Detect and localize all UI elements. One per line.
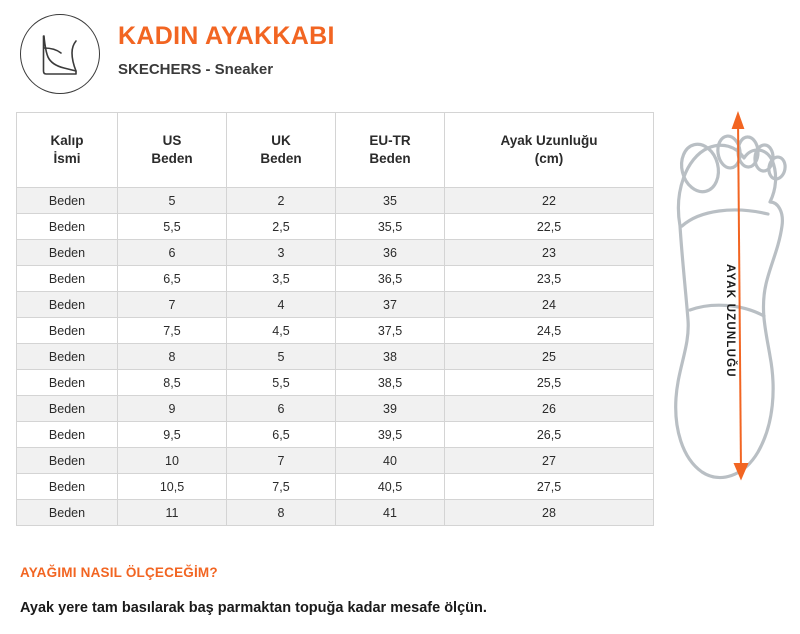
cell-eu-tr-beden: 40 [336, 448, 445, 474]
table-row [17, 240, 654, 266]
table-row [17, 474, 654, 500]
header-line-1: Kalıp [50, 132, 84, 148]
cell-kalip-ismi: Beden [17, 370, 118, 396]
cell-uk-beden: 7 [227, 448, 336, 474]
cell-ayak-uzunlugu: 24,5 [445, 318, 654, 344]
cell-ayak-uzunlugu: 25 [445, 344, 654, 370]
cell-kalip-ismi: Beden [17, 266, 118, 292]
table-row [17, 344, 654, 370]
cell-uk-beden: 8 [227, 500, 336, 526]
table-row [17, 318, 654, 344]
cell-kalip-ismi: Beden [17, 344, 118, 370]
cell-uk-beden: 3,5 [227, 266, 336, 292]
table-row [17, 396, 654, 422]
cell-uk-beden: 5 [227, 344, 336, 370]
cell-us-beden: 8,5 [118, 370, 227, 396]
cell-ayak-uzunlugu: 28 [445, 500, 654, 526]
table-body [17, 188, 654, 526]
cell-kalip-ismi: Beden [17, 214, 118, 240]
header-line-1: EU-TR [369, 132, 411, 148]
header-line-2: (cm) [534, 151, 564, 166]
cell-ayak-uzunlugu: 23 [445, 240, 654, 266]
cell-us-beden: 5,5 [118, 214, 227, 240]
cell-ayak-uzunlugu: 26 [445, 396, 654, 422]
cell-uk-beden: 3 [227, 240, 336, 266]
cell-uk-beden: 5,5 [227, 370, 336, 396]
header-line-1: UK [271, 132, 291, 148]
cell-kalip-ismi: Beden [17, 448, 118, 474]
table-head [17, 113, 654, 188]
table-row [17, 188, 654, 214]
cell-eu-tr-beden: 37 [336, 292, 445, 318]
cell-ayak-uzunlugu: 22,5 [445, 214, 654, 240]
cell-ayak-uzunlugu: 23,5 [445, 266, 654, 292]
table-row [17, 292, 654, 318]
cell-us-beden: 6,5 [118, 266, 227, 292]
cell-uk-beden: 6,5 [227, 422, 336, 448]
cell-eu-tr-beden: 38,5 [336, 370, 445, 396]
cell-uk-beden: 7,5 [227, 474, 336, 500]
table-row [17, 422, 654, 448]
header-text [118, 14, 335, 78]
cell-eu-tr-beden: 36 [336, 240, 445, 266]
content [16, 112, 784, 526]
column-header-us-beden [118, 113, 227, 188]
cell-eu-tr-beden: 38 [336, 344, 445, 370]
table-header-row [17, 113, 654, 188]
table-row [17, 214, 654, 240]
header-line-2: Beden [260, 151, 302, 166]
cell-eu-tr-beden: 35,5 [336, 214, 445, 240]
cell-eu-tr-beden: 35 [336, 188, 445, 214]
header-line-1: Ayak Uzunluğu [500, 132, 598, 148]
cell-uk-beden: 2 [227, 188, 336, 214]
cell-kalip-ismi: Beden [17, 318, 118, 344]
cell-eu-tr-beden: 37,5 [336, 318, 445, 344]
table-row [17, 448, 654, 474]
cell-ayak-uzunlugu: 24 [445, 292, 654, 318]
column-header-ayak-uzunlugu [445, 113, 654, 188]
high-heel-shoe-icon [20, 14, 100, 94]
cell-us-beden: 11 [118, 500, 227, 526]
cell-uk-beden: 4 [227, 292, 336, 318]
cell-us-beden: 8 [118, 344, 227, 370]
cell-eu-tr-beden: 39,5 [336, 422, 445, 448]
cell-kalip-ismi: Beden [17, 188, 118, 214]
column-header-uk-beden [227, 113, 336, 188]
cell-ayak-uzunlugu: 25,5 [445, 370, 654, 396]
header [16, 14, 784, 94]
cell-us-beden: 7,5 [118, 318, 227, 344]
size-table-wrapper [16, 112, 628, 526]
table-row [17, 370, 654, 396]
column-header-kalip-ismi [17, 113, 118, 188]
cell-us-beden: 7 [118, 292, 227, 318]
cell-us-beden: 9,5 [118, 422, 227, 448]
measure-label: AYAK UZUNLUĞU [724, 264, 736, 378]
cell-eu-tr-beden: 39 [336, 396, 445, 422]
cell-us-beden: 6 [118, 240, 227, 266]
header-line-2: İsmi [53, 151, 81, 166]
cell-kalip-ismi: Beden [17, 500, 118, 526]
foot-sole-icon [638, 106, 800, 516]
footer [20, 565, 780, 616]
page-subtitle: SKECHERS - Sneaker [118, 61, 274, 78]
cell-eu-tr-beden: 41 [336, 500, 445, 526]
footer-heading: AYAĞIMI NASIL ÖLÇECEĞİM? [20, 565, 218, 580]
page-title: KADIN AYAKKABI [118, 22, 335, 50]
cell-ayak-uzunlugu: 22 [445, 188, 654, 214]
table-row [17, 266, 654, 292]
header-line-1: US [162, 132, 182, 148]
foot-measure-diagram [638, 112, 784, 522]
cell-kalip-ismi: Beden [17, 396, 118, 422]
cell-uk-beden: 2,5 [227, 214, 336, 240]
cell-us-beden: 10,5 [118, 474, 227, 500]
header-line-2: Beden [151, 151, 193, 166]
cell-kalip-ismi: Beden [17, 240, 118, 266]
cell-kalip-ismi: Beden [17, 474, 118, 500]
footer-note: Ayak yere tam basılarak baş parmaktan topuğa kadar mesafe ölçün. [20, 600, 487, 616]
size-table [16, 112, 654, 526]
cell-us-beden: 5 [118, 188, 227, 214]
cell-eu-tr-beden: 40,5 [336, 474, 445, 500]
table-row [17, 500, 654, 526]
cell-ayak-uzunlugu: 27 [445, 448, 654, 474]
cell-kalip-ismi: Beden [17, 422, 118, 448]
cell-us-beden: 10 [118, 448, 227, 474]
cell-ayak-uzunlugu: 26,5 [445, 422, 654, 448]
header-line-2: Beden [369, 151, 411, 166]
cell-ayak-uzunlugu: 27,5 [445, 474, 654, 500]
cell-us-beden: 9 [118, 396, 227, 422]
cell-uk-beden: 6 [227, 396, 336, 422]
cell-eu-tr-beden: 36,5 [336, 266, 445, 292]
cell-kalip-ismi: Beden [17, 292, 118, 318]
cell-uk-beden: 4,5 [227, 318, 336, 344]
column-header-eu-tr-beden [336, 113, 445, 188]
